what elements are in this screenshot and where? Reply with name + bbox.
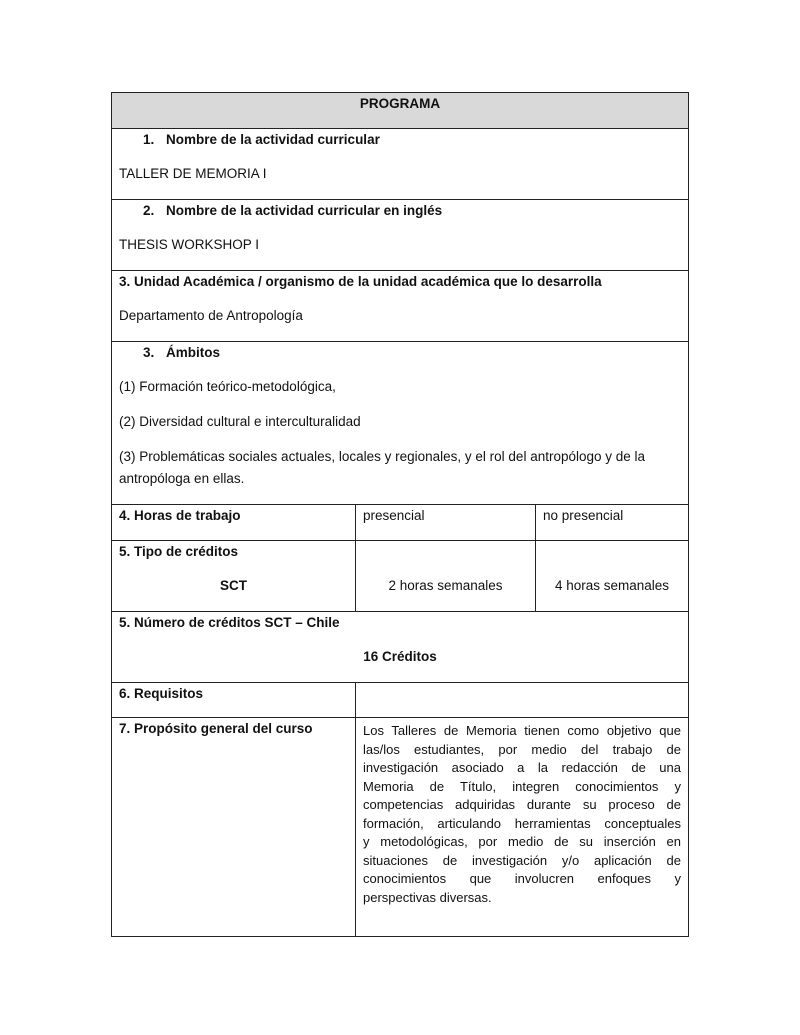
- purpose-line: Memoria de Título, integren conocimientos y: [363, 778, 681, 794]
- academic-unit-value: Departamento de Antropología: [119, 308, 303, 323]
- scope-item: (1) Formación teórico-metodológica,: [119, 379, 336, 394]
- credits-number-value: 16 Créditos: [363, 649, 437, 664]
- requirements-label: 6. Requisitos: [119, 686, 204, 701]
- section-activity-name: [112, 129, 688, 200]
- purpose-line: situaciones de investigación y/o aplicación de: [363, 852, 681, 868]
- purpose-line: investigación asociado a la redacción de una: [363, 760, 681, 775]
- purpose-line: las/los estudiantes, por medio del trabajo de: [363, 741, 681, 757]
- no-presencial-hours-value: 4 horas semanales: [554, 578, 670, 593]
- section-number: 2.: [143, 203, 155, 218]
- section-number: 1.: [143, 132, 155, 147]
- credits-type-row: [112, 541, 688, 612]
- section-label: Nombre de la actividad curricular en inglés: [166, 203, 443, 218]
- credits-number-label: 5. Número de créditos SCT – Chile: [119, 615, 340, 630]
- section-activity-name-english: [112, 200, 688, 271]
- credits-type-label: 5. Tipo de créditos: [119, 544, 239, 559]
- section-label: 3. Unidad Académica / organismo de la unidad académica que lo desarrolla: [119, 274, 602, 289]
- section-label: Ámbitos: [166, 345, 220, 360]
- purpose-label: 7. Propósito general del curso: [119, 721, 313, 736]
- purpose-line: formación, articulando herramientas conceptuales: [363, 815, 681, 831]
- purpose-line: y metodológicas, por medio de su inserción en: [363, 834, 681, 849]
- credits-number-row: [112, 612, 688, 683]
- section-number: 3.: [143, 345, 155, 360]
- activity-name-english-value: THESIS WORKSHOP I: [119, 237, 260, 252]
- scope-item: (3) Problemáticas sociales actuales, locales y regionales, y el rol del antropólogo y de la: [119, 449, 646, 464]
- scope-item-continuation: antropóloga en ellas.: [119, 471, 245, 486]
- work-hours-row: [112, 505, 688, 541]
- presencial-hours-value: 2 horas semanales: [388, 578, 503, 593]
- purpose-line: conocimientos que involucren enfoques y: [363, 871, 681, 886]
- purpose-line: perspectivas diversas.: [363, 889, 492, 905]
- work-hours-label: 4. Horas de trabajo: [119, 508, 241, 523]
- purpose-text: [363, 722, 681, 907]
- section-label: Nombre de la actividad curricular: [166, 132, 380, 147]
- presencial-header: presencial: [363, 508, 425, 523]
- section-academic-unit: [112, 271, 688, 342]
- program-table: [111, 92, 689, 937]
- requirements-row: [112, 683, 688, 718]
- activity-name-value: TALLER DE MEMORIA I: [119, 166, 267, 181]
- page-title: PROGRAMA: [359, 96, 441, 111]
- purpose-line: competencias adquiridas durante su proceso de: [363, 797, 681, 812]
- credits-type-value: SCT: [220, 578, 247, 593]
- scope-item: (2) Diversidad cultural e interculturalidad: [119, 414, 361, 429]
- no-presencial-header: no presencial: [543, 508, 624, 523]
- purpose-line: Los Talleres de Memoria tienen como objetivo que: [363, 723, 681, 738]
- purpose-row: [112, 718, 688, 936]
- section-scopes: [112, 342, 688, 505]
- program-header-row: [112, 93, 688, 129]
